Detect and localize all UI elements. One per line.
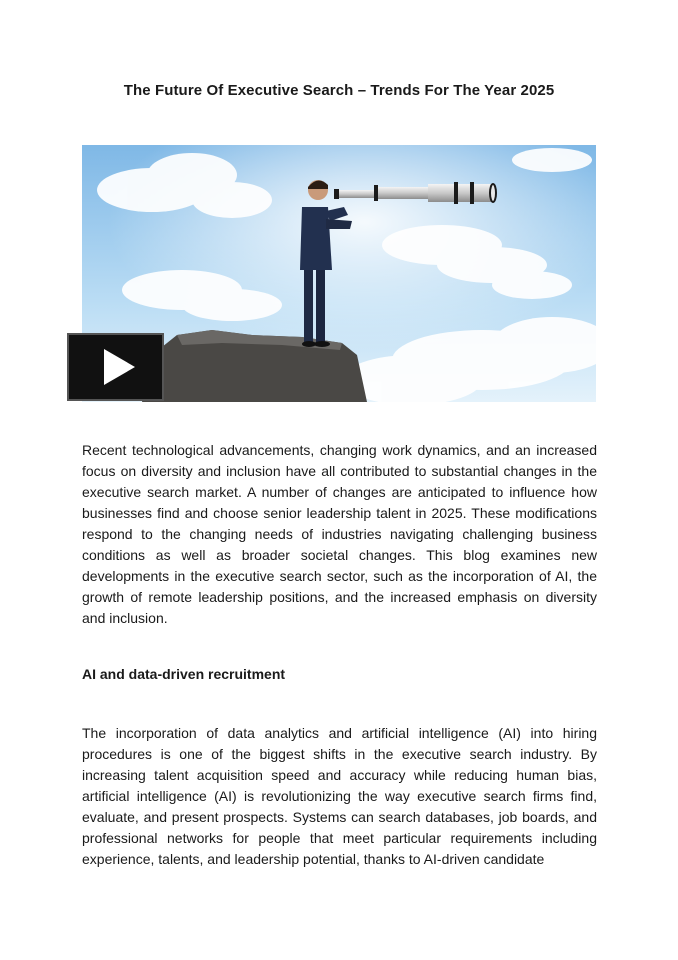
section-paragraph: The incorporation of data analytics and artificial intelligence (AI) into hiring procedures is one of the biggest shifts in the executive search industry. By increasing talent acquisition speed and accuracy while reducing human bias, artificial intelligence (AI) is revolutionizing the way executive search firms find, evaluate, and present prospects. Systems can search databases, job boards, and professional networks for people that meet particular requirements including experience, talents, and leadership potential, thanks to AI-driven candidate xyxy=(82,725,597,867)
section-heading: AI and data-driven recruitment xyxy=(82,666,286,682)
intro-paragraph: Recent technological advancements, changing work dynamics, and an increased focus on diversity and inclusion have all contributed to substantial changes in the executive search market. A number of changes are anticipated to influence how businesses find and choose senior leadership talent in 2025. These modifications respond to the changing needs of industries navigating challenging business conditions as well as broader societal changes. This blog examines new developments in the executive search sector, such as the incorporation of AI, the growth of remote leadership positions, and the increased emphasis on diversity and inclusion. xyxy=(82,442,597,626)
play-icon xyxy=(104,349,135,385)
document-title: The Future Of Executive Search – Trends For The Year 2025 xyxy=(123,82,555,99)
play-button[interactable] xyxy=(67,333,164,401)
